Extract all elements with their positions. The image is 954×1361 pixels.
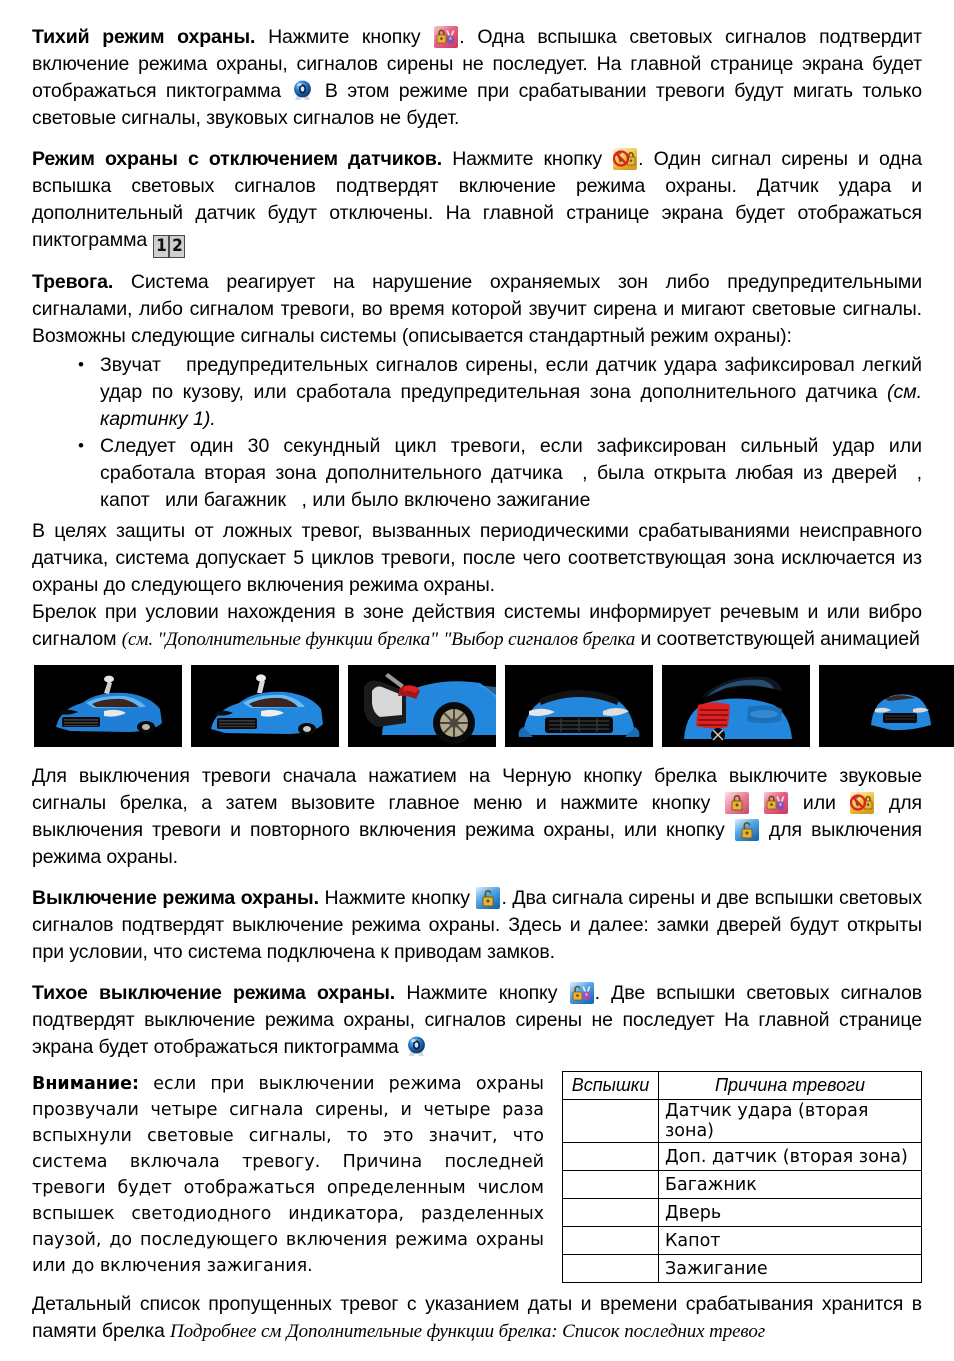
- section-silent-disarm: [32, 980, 922, 1061]
- pictogram-digits-12: [153, 232, 185, 255]
- silent-arm-text-c: В этом режиме при срабатывании тревоги будут мигать только световые сигналы, звуковых сигналов не будет.: [32, 80, 922, 129]
- silent-arm-text-b: . Одна вспышка световых сигналов подтвердит включение режима охраны, сигналов сирены не последует. На главной странице экрана будет отображаться пиктограмма: [32, 26, 922, 102]
- table-header-row: [563, 1072, 922, 1100]
- disarm-unlock-icon: [476, 887, 500, 909]
- silent-disarm-heading: Тихое выключение режима охраны.: [32, 982, 396, 1004]
- disarm-text-a: Нажмите кнопку: [324, 887, 470, 909]
- arm-sensors-off-text-a: Нажмите кнопку: [452, 148, 603, 170]
- attention-text: если при выключении режима охраны прозвучали четыре сигнала сирены, и четыре раза вспыхнули световые сигналы, то это значит, что система включала тревогу. Причина последней тревоги будет отображаться определенным числом вспышек светодиодного индикатора, разделенных паузой, до последующего включения режима охраны или до включения зажигания.: [32, 1074, 544, 1276]
- fob-text-italic-2: "Выбор сигналов брелка: [443, 629, 636, 650]
- car-frame-front-small: [819, 665, 954, 747]
- table-row: [563, 1199, 922, 1227]
- silent-arm-lock-icon-2: [764, 792, 788, 814]
- car-frame-rear-trunk-open: [662, 665, 810, 747]
- table-header-flashes: Вспышки: [563, 1072, 659, 1100]
- cell-flashes: [563, 1255, 659, 1283]
- cell-flashes: [563, 1227, 659, 1255]
- blue-round-pictogram-icon: [291, 79, 314, 102]
- car-animation-strip: [34, 665, 922, 747]
- cell-reason: Датчик удара (вторая зона): [659, 1100, 922, 1143]
- table-row: [563, 1100, 922, 1143]
- silent-disarm-text-b: . Две вспышки световых сигналов подтвердят выключение режима охраны, сигналов сирены не последует На главной странице экрана будет отображаться пиктограмма: [32, 982, 922, 1058]
- attention-and-table-region: [32, 1071, 922, 1283]
- silent-disarm-text-a: Нажмите кнопку: [406, 982, 558, 1004]
- car-frame-front-quarter-antenna: [34, 665, 182, 747]
- pictogram-digit-2: 2: [169, 235, 185, 258]
- table-row: [563, 1227, 922, 1255]
- silent-disarm-unlock-icon: [570, 982, 594, 1004]
- footer-paragraph: [32, 1291, 922, 1345]
- disarm-alarm-text-c: для выключения тревоги и повторного включения режима охраны, или кнопку: [32, 792, 922, 841]
- attention-paragraph: [32, 1071, 544, 1279]
- sensors-off-lock-icon: [613, 148, 637, 170]
- section-disarm-alarm: [32, 763, 922, 871]
- cell-reason: Доп. датчик (вторая зона): [659, 1143, 922, 1171]
- alarm-heading: Тревога.: [32, 271, 114, 293]
- bullet-2-text-a: Следует один 30 секундный цикл тревоги, если зафиксирован сильный удар или сработала вторая зона дополнительного датчика: [100, 435, 922, 484]
- disarm-text-b: . Два сигнала сирены и две вспышки световых сигналов подтвердят выключение режима охраны. Здесь и далее: замки дверей будут открыты при условии, что система подключена к приводам замков.: [32, 887, 922, 963]
- cell-flashes: [563, 1199, 659, 1227]
- bullet-2-text-d: или багажник: [165, 489, 287, 511]
- disarm-heading: Выключение режима охраны.: [32, 887, 319, 909]
- section-arm-sensors-off: [32, 146, 922, 255]
- bullet-1-text-b: предупредительных сигналов сирены, если датчик удара зафиксировал легкий удар по кузову, или сработала предупредительная зона дополнительного датчика: [100, 354, 922, 403]
- disarm-unlock-icon-2: [735, 819, 759, 841]
- car-frame-front-quarter-antenna-2: [191, 665, 339, 747]
- arm-lock-icon: [725, 792, 749, 814]
- alarm-cause-table: [562, 1071, 922, 1283]
- footer-text-italic-2: Дополнительные функции брелка: Список последних тревог: [286, 1321, 766, 1342]
- attention-column: [32, 1071, 544, 1279]
- cell-reason: Зажигание: [659, 1255, 922, 1283]
- table-row: [563, 1255, 922, 1283]
- silent-arm-text-a: Нажмите кнопку: [268, 26, 421, 48]
- table-row: [563, 1143, 922, 1171]
- alarm-cause-table-column: [562, 1071, 922, 1283]
- list-item: [78, 352, 922, 433]
- bullet-2-text-b: , была открыта любая из дверей: [582, 462, 898, 484]
- bullet-1-text-a: Звучат: [100, 354, 161, 376]
- arm-sensors-off-text-b: . Один сигнал сирены и одна вспышка световых сигналов подтвердят включение режима охраны. Датчик удара и дополнительный датчик будут отключены. На главной странице экрана будет отображаться пиктограмма: [32, 148, 922, 251]
- table-row: [563, 1171, 922, 1199]
- alarm-intro-text: Система реагирует на нарушение охраняемых зон либо предупредительными сигналами, либо сигналом тревоги, во время которой звучит сирена и мигают световые сигналы. Возможны следующие сигналы системы (описывается стандартный режим охраны):: [32, 271, 922, 347]
- cell-reason: Дверь: [659, 1199, 922, 1227]
- fob-text-a: Брелок при условии нахождения в зоне действия системы информирует речевым и или вибро сигналом: [32, 601, 922, 650]
- false-alarm-protection-paragraph: В целях защиты от ложных тревог, вызванных периодическими срабатываниями неисправного датчика, система допускает 5 циклов тревоги, после чего соответствующая зона исключается из охраны до следующего включения режима охраны.: [32, 520, 922, 596]
- cell-reason: Капот: [659, 1227, 922, 1255]
- blue-round-pictogram-icon-2: [405, 1035, 428, 1058]
- disarm-alarm-text-b: или: [802, 792, 836, 814]
- list-item: [78, 433, 922, 514]
- sensors-off-lock-icon-2: [850, 792, 874, 814]
- footer-text-italic: Подробнее см: [170, 1321, 282, 1342]
- car-frame-front-hood-open: [505, 665, 653, 747]
- fob-notification-paragraph: [32, 599, 922, 653]
- cell-flashes: [563, 1171, 659, 1199]
- bullet-2-text-e: , или было включено зажигание: [301, 489, 591, 511]
- silent-arm-heading: Тихий режим охраны.: [32, 26, 256, 48]
- arm-sensors-off-heading: Режим охраны с отключением датчиков.: [32, 148, 443, 170]
- bullet-2-text-c: , капот: [100, 462, 922, 511]
- section-alarm-intro: [32, 269, 922, 350]
- cell-flashes: [563, 1143, 659, 1171]
- car-frame-door-open-side: [348, 665, 496, 747]
- section-disarm: [32, 885, 922, 966]
- footer-text-a: Детальный список пропущенных тревог с указанием даты и времени срабатывания хранится в памяти брелка: [32, 1293, 922, 1342]
- fob-text-b: и соответствующей анимацией: [640, 628, 920, 650]
- attention-lead: Внимание:: [32, 1074, 140, 1094]
- alarm-signal-list: [32, 352, 922, 514]
- section-silent-arm: [32, 24, 922, 132]
- disarm-alarm-text-d: для выключения режима охраны.: [32, 819, 922, 868]
- disarm-alarm-text-a: Для выключения тревоги сначала нажатием на Черную кнопку брелка выключите звуковые сигналы брелка, а затем вызовите главное меню и нажмите кнопку: [32, 765, 922, 814]
- cell-reason: Багажник: [659, 1171, 922, 1199]
- bullet-1-text-italic: (см. картинку 1).: [100, 381, 923, 430]
- silent-arm-lock-icon: [434, 26, 458, 48]
- table-header-reason: Причина тревоги: [659, 1072, 922, 1100]
- fob-text-italic-1: (см. "Дополнительные функции брелка": [121, 629, 438, 650]
- cell-flashes: [563, 1100, 659, 1143]
- pictogram-digit-1: 1: [153, 235, 169, 258]
